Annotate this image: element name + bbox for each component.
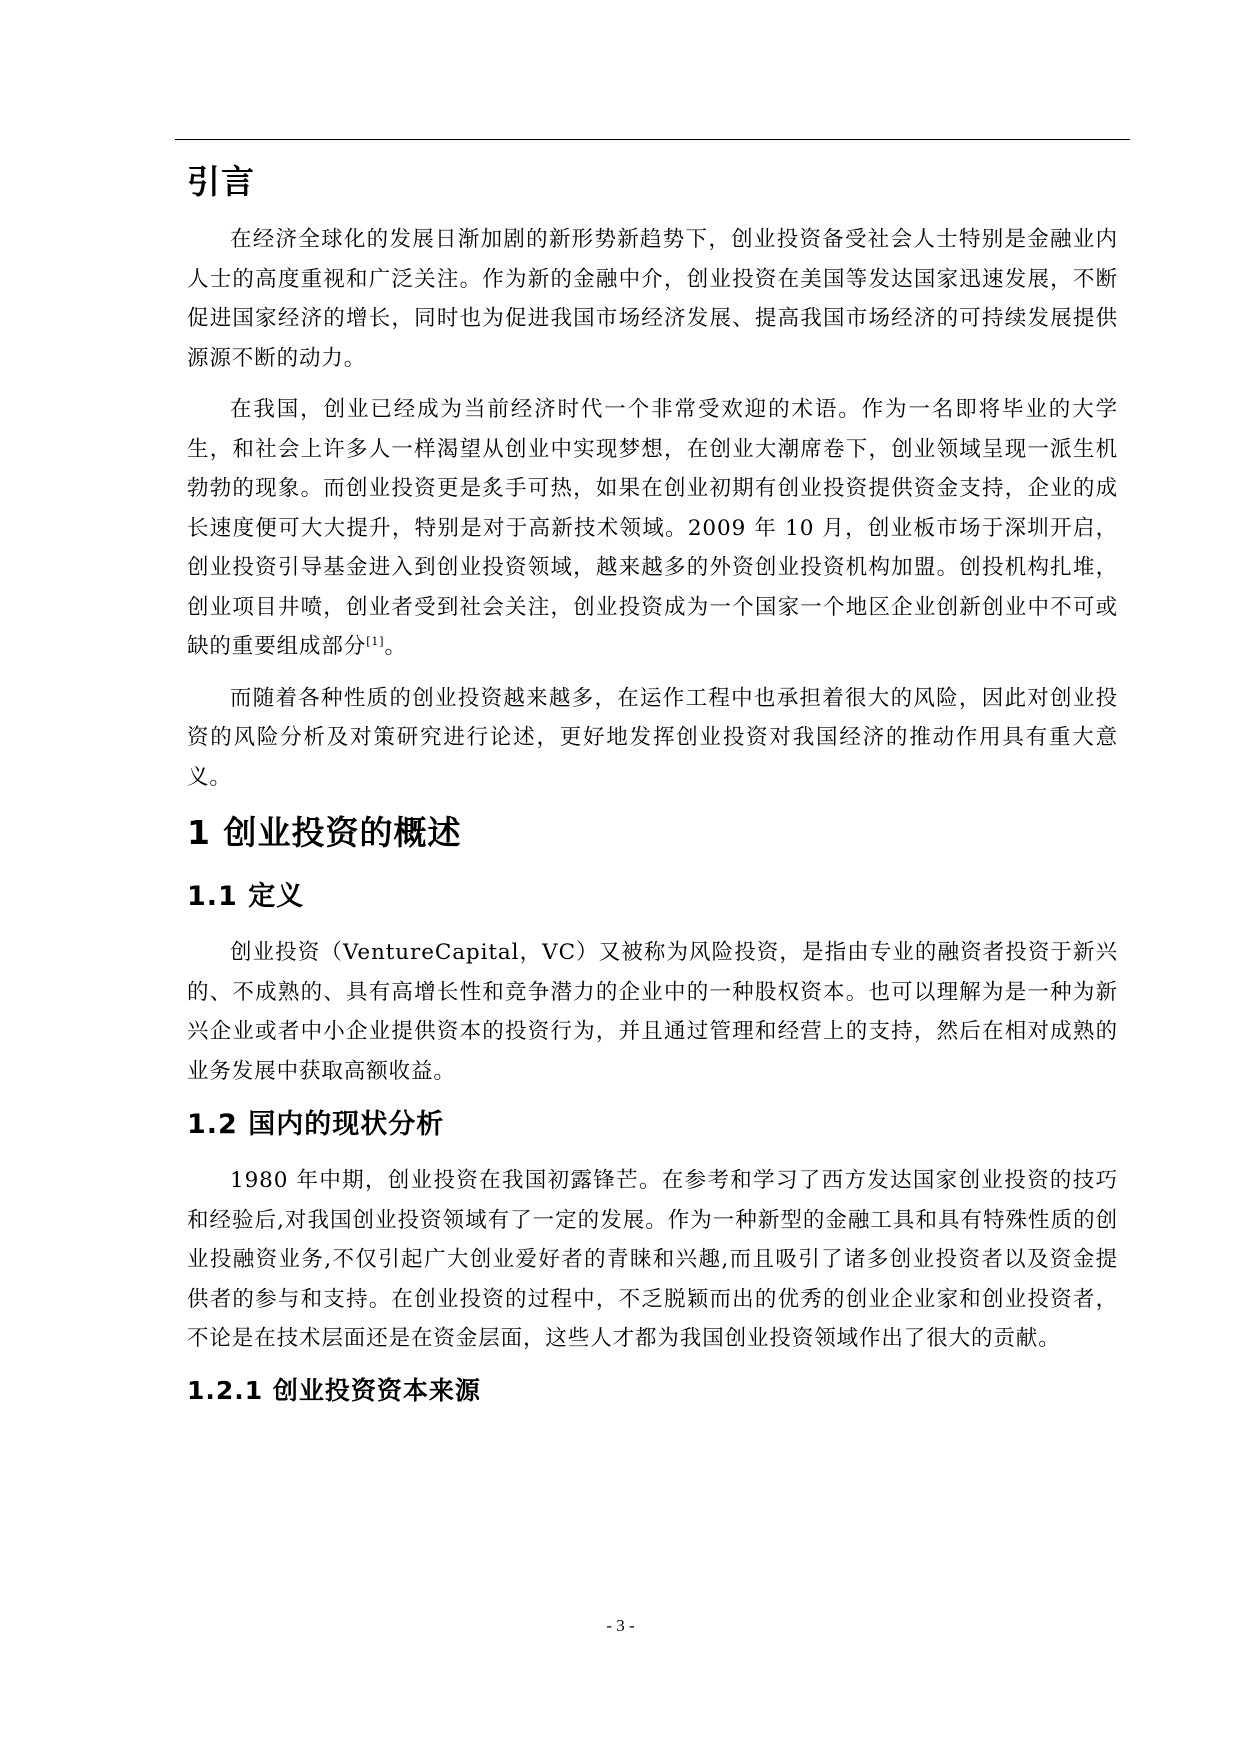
- intro-paragraph-3: 而随着各种性质的创业投资越来越多，在运作工程中也承担着很大的风险，因此对创业投资的风险分析及对策研究进行论述，更好地发挥创业投资对我国经济的推动作用具有重大意义。: [187, 685, 1118, 790]
- page-number: - 3 -: [606, 1616, 635, 1635]
- section-1-2-1-title: 1.2.1 创业投资资本来源: [187, 1375, 481, 1405]
- section-1-2-paragraph: 1980 年中期，创业投资在我国初露锋芒。在参考和学习了西方发达国家创业投资的技巧和经验后,对我国创业投资领域有了一定的发展。作为一种新型的金融工具和具有特殊性质的创业投融资业务,不仅引起广大创业爱好者的青睐和兴趣,而且吸引了诸多创业投资者以及资金提供者的参与和支持。在创业投资的过程中，不乏脱颖而出的优秀的创业企业家和创业投资者，不论是在技术层面还是在资金层面，这些人才都为我国创业投资领域作出了很大的贡献。: [187, 1168, 1118, 1351]
- intro-paragraph-2-tail: 。: [384, 634, 407, 659]
- intro-title: 引言: [187, 162, 255, 201]
- section-1-1-paragraph: 创业投资（VentureCapital，VC）又被称为风险投资，是指由专业的融资者投资于新兴的、不成熟的、具有高增长性和竞争潜力的企业中的一种股权资本。也可以理解为是一种为新兴企业或者中小企业提供资本的投资行为，并且通过管理和经营上的支持，然后在相对成熟的业务发展中获取高额收益。: [187, 940, 1118, 1084]
- section-1-2-title: 1.2 国内的现状分析: [187, 1109, 445, 1140]
- section-1-1-title: 1.1 定义: [187, 881, 305, 912]
- page-content: [187, 150, 1118, 1411]
- intro-paragraph-2-text: 在我国，创业已经成为当前经济时代一个非常受欢迎的术语。作为一名即将毕业的大学生，和社会上许多人一样渴望从创业中实现梦想，在创业大潮席卷下，创业领域呈现一派生机勃勃的现象。而创业投资更是炙手可热，如果在创业初期有创业投资提供资金支持，企业的成长速度便可大大提升，特别是对于高新技术领域。2009 年 10 月，创业板市场于深圳开启，创业投资引导基金进入到创业投资领域，越来越多的外资创业投资机构加盟。创投机构扎堆，创业项目井喷，创业者受到社会关注，创业投资成为一个国家一个地区企业创新创业中不可或缺的重要组成部分: [187, 397, 1118, 659]
- citation-ref: [1]: [366, 634, 385, 648]
- header-rule: [175, 139, 1130, 140]
- intro-paragraph-2: [187, 390, 1118, 667]
- section-1-title: 1 创业投资的概述: [187, 813, 462, 852]
- intro-paragraph-1: 在经济全球化的发展日渐加剧的新形势新趋势下，创业投资备受社会人士特别是金融业内人士的高度重视和广泛关注。作为新的金融中介，创业投资在美国等发达国家迅速发展，不断促进国家经济的增长，同时也为促进我国市场经济发展、提高我国市场经济的可持续发展提供源源不断的动力。: [187, 227, 1118, 371]
